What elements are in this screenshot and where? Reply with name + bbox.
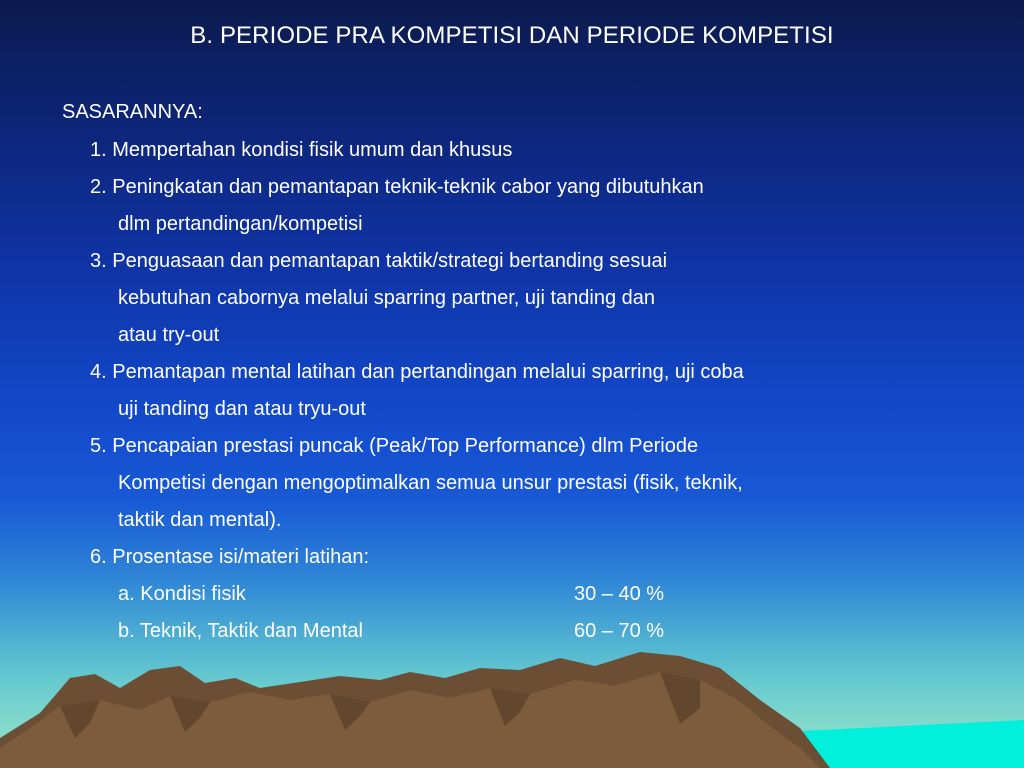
list-item-3-cont-1: kebutuhan cabornya melalui sparring partner, uji tanding dan xyxy=(118,287,656,309)
list-item-3: 3. Penguasaan dan pemantapan taktik/strategi bertanding sesuai xyxy=(90,250,668,272)
breakdown-label-b: b. Teknik, Taktik dan Mental xyxy=(118,620,363,642)
slide-title: B. PERIODE PRA KOMPETISI DAN PERIODE KOMPETISI xyxy=(190,22,834,49)
list-item-4-cont: uji tanding dan atau tryu-out xyxy=(118,398,366,420)
breakdown-value-a: 30 – 40 % xyxy=(574,583,665,605)
breakdown-value-b: 60 – 70 % xyxy=(574,620,665,642)
list-item-5: 5. Pencapaian prestasi puncak (Peak/Top Performance) dlm Periode xyxy=(90,435,699,457)
breakdown-label-a: a. Kondisi fisik xyxy=(118,583,246,605)
list-item-6: 6. Prosentase isi/materi latihan: xyxy=(90,546,370,568)
section-heading: SASARANNYA: xyxy=(62,101,203,123)
mountain-landscape xyxy=(0,628,1024,768)
list-item-4: 4. Pemantapan mental latihan dan pertandingan melalui sparring, uji coba xyxy=(90,361,744,383)
list-item-5-cont-1: Kompetisi dengan mengoptimalkan semua unsur prestasi (fisik, teknik, xyxy=(118,472,743,494)
list-item-3-cont-2: atau try-out xyxy=(118,324,220,346)
list-item-5-cont-2: taktik dan mental). xyxy=(118,509,282,531)
list-item-2: 2. Peningkatan dan pemantapan teknik-teknik cabor yang dibutuhkan xyxy=(90,176,704,198)
list-item-1: 1. Mempertahan kondisi fisik umum dan khusus xyxy=(90,139,513,161)
list-item-2-cont: dlm pertandingan/kompetisi xyxy=(118,213,363,235)
